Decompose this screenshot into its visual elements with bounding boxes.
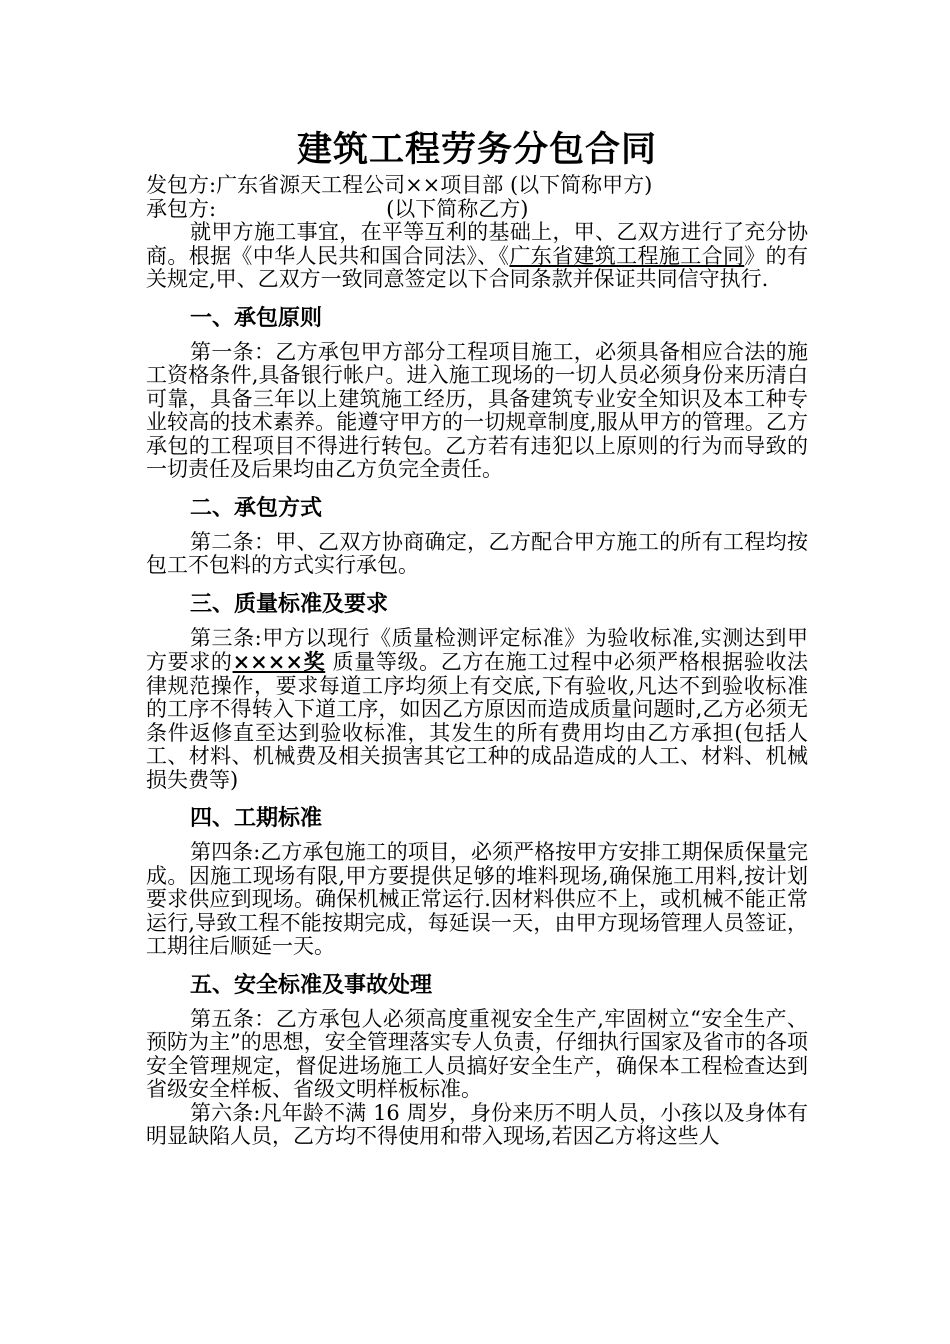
article-3-text-a: 第三条:甲方以现行《质量检测评定标准》为验收标准,实测达到甲方要求的 (146, 625, 808, 674)
regulation-link: 广东省建筑工程施工合同 (509, 243, 745, 268)
article-3 (146, 627, 808, 793)
article-6: 第六条:凡年龄不满 16 周岁，身份来历不明人员，小孩以及身体有明显缺陷人员，乙方均不得使用和带入现场,若因乙方将这些人 (146, 1100, 808, 1148)
article-1: 第一条：乙方承包甲方部分工程项目施工，必须具备相应合法的施工资格条件,具备银行帐户。进入施工现场的一切人员必须身份来历清白可靠，具备三年以上建筑施工经历，具备建筑专业安全知识及本工种专业较高的技术素养。能遵守甲方的一切规章制度,服从甲方的管理。乙方承包的工程项目不得进行转包。乙方若有违犯以上原则的行为而导致的一切责任及后果均由乙方负完全责任。 (146, 339, 808, 481)
section-heading-1: 一、承包原则 (190, 304, 323, 331)
article-2: 第二条：甲、乙双方协商确定，乙方配合甲方施工的所有工程均按包工不包料的方式实行承包。 (146, 529, 808, 577)
article-5: 第五条：乙方承包人必须高度重视安全生产,牢固树立“安全生产、预防为主”的思想，安全管理落实专人负责，仔细执行国家及省市的各项安全管理规定，督促进场施工人员搞好安全生产，确保本工程检查达到省级安全样板、省级文明样板标准。 (146, 1006, 808, 1101)
party-b-label: 承包方: (146, 196, 217, 221)
intro-text-2: 》的有关规定,甲、乙双方一致同意签定以下合同条款并保证共同信守执行. (146, 243, 809, 291)
award-placeholder: ××××奖 (232, 649, 326, 674)
section-heading-3: 三、质量标准及要求 (190, 590, 389, 617)
section-heading-5: 五、安全标准及事故处理 (190, 971, 433, 998)
intro-text-1: 就甲方施工事宜，在平等互利的基础上，甲、乙双方进行了充分协商。根据《中华人民共和国合同法》、《 (146, 220, 808, 268)
article-3-text-b: 质量等级。乙方在施工过程中必须严格根据验收法律规范操作，要求每道工序均须上有交底,下有验收,凡达不到验收标准的工序不得转入下道工序，如因乙方原因而造成质量问题时,乙方必须无条件返修直至达到验收标准，其发生的所有费用均由乙方承担(包括人工、材料、机械费及相关损害其它工种的成品造成的人工、材料、机械损失费等) (146, 650, 808, 792)
document-title: 建筑工程劳务分包合同 (296, 129, 657, 170)
contract-page (146, 128, 808, 1149)
party-b-suffix: (以下简称乙方) (386, 196, 529, 221)
section-heading-4: 四、工期标准 (190, 805, 323, 831)
section-heading-2: 二、承包方式 (190, 494, 323, 521)
intro-paragraph (146, 221, 808, 292)
article-4: 第四条:乙方承包施工的项目，必须严格按甲方安排工期保质保量完成。因施工现场有限,甲方要提供足够的堆料现场,确保施工用料,按计划要求供应到现场。确保机械正常运行.因材料供应不上，或机械不能正常运行,导致工程不能按期完成，每延误一天，由甲方现场管理人员签证，工期往后顺延一天。 (146, 840, 808, 958)
party-a-line: 发包方:广东省源天工程公司××项目部 (以下简称甲方) (146, 173, 653, 197)
party-b-line (146, 198, 808, 222)
